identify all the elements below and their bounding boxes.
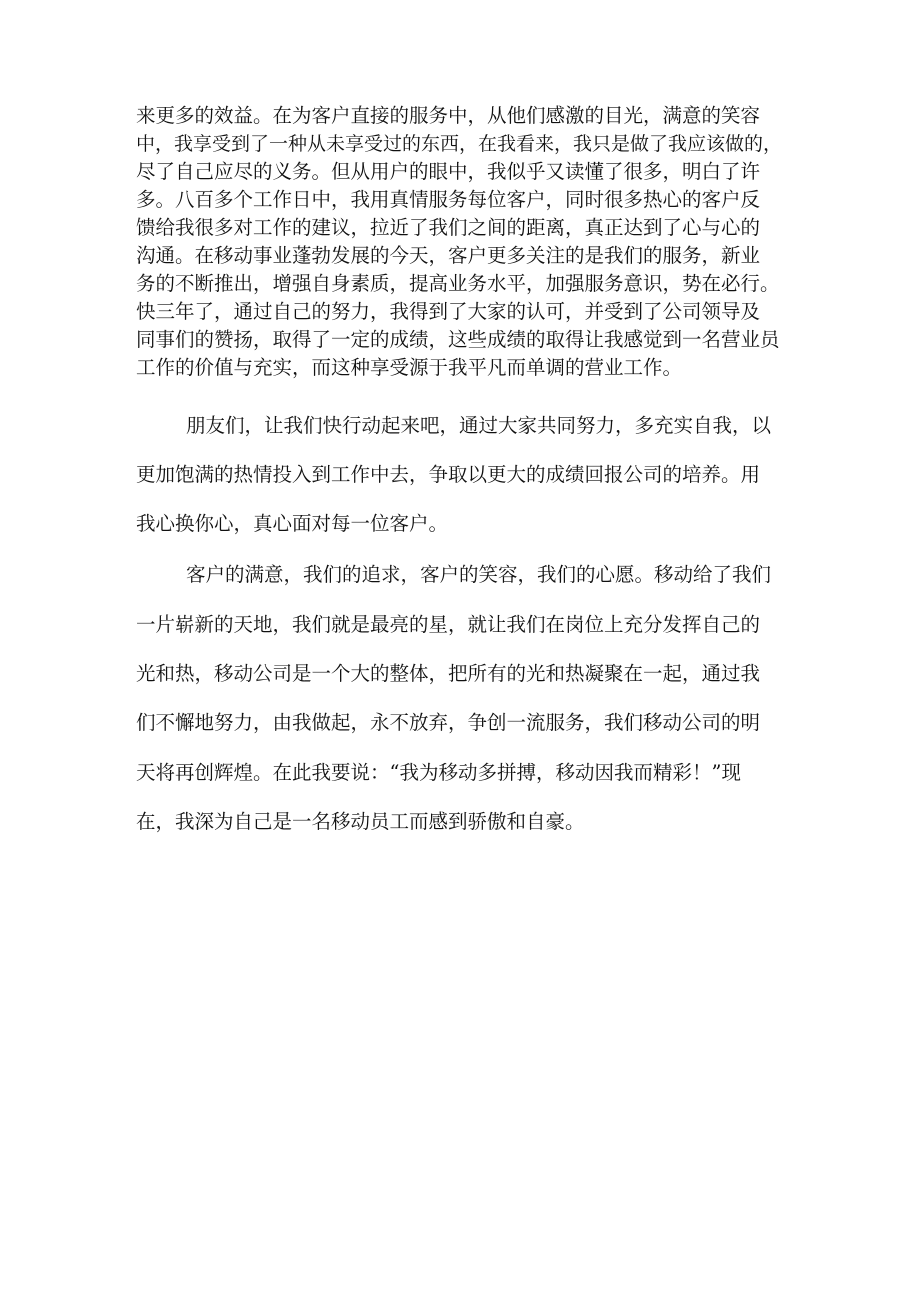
- paragraph-1-line-5: 馈给我很多对工作的建议，拉近了我们之间的距离，真正达到了心与心的: [136, 216, 761, 239]
- paragraph-1-line-10: 工作的价值与充实，而这种享受源于我平凡而单调的营业工作。: [136, 356, 683, 379]
- paragraph-2-line-1: 朋友们，让我们快行动起来吧，通过大家共同努力，多充实自我，以: [186, 414, 772, 437]
- paragraph-1-line-4: 多。八百多个工作日中，我用真情服务每位客户，同时很多热心的客户反: [136, 188, 761, 211]
- paragraph-3-line-3: 光和热，移动公司是一个大的整体，把所有的光和热凝聚在一起，通过我: [136, 662, 761, 685]
- paragraph-1-line-3: 尽了自己应尽的义务。但从用户的眼中，我似乎又读懂了很多，明白了许: [136, 160, 761, 183]
- paragraph-1-line-7: 务的不断推出，增强自身素质，提高业务水平，加强服务意识，势在必行。: [136, 272, 780, 295]
- paragraph-3-line-4: 们不懈地努力，由我做起，永不放弃，争创一流服务，我们移动公司的明: [136, 711, 761, 734]
- paragraph-1-line-8: 快三年了，通过自己的努力，我得到了大家的认可，并受到了公司领导及: [136, 300, 761, 323]
- paragraph-1-line-2: 中，我享受到了一种从未享受过的东西，在我看来，我只是做了我应该做的，: [136, 133, 783, 155]
- paragraph-3-line-2: 一片崭新的天地，我们就是最亮的星，就让我们在岗位上充分发挥自己的: [136, 613, 761, 636]
- paragraph-1-line-1: 来更多的效益。在为客户直接的服务中，从他们感激的目光，满意的笑容: [136, 104, 761, 127]
- paragraph-3-line-5: 天将再创辉煌。在此我要说：“我为移动多拼搏，移动因我而精彩！”现: [136, 761, 741, 784]
- paragraph-2-line-2: 更加饱满的热情投入到工作中去，争取以更大的成绩回报公司的培养。用: [136, 463, 761, 486]
- paragraph-2-line-3: 我心换你心，真心面对每一位客户。: [136, 512, 449, 535]
- paragraph-1-line-9: 同事们的赞扬，取得了一定的成绩，这些成绩的取得让我感觉到一名营业员: [136, 328, 780, 351]
- paragraph-3-line-6: 在，我深为自己是一名移动员工而感到骄傲和自豪。: [136, 810, 585, 833]
- paragraph-3-line-1: 客户的满意，我们的追求，客户的笑容，我们的心愿。移动给了我们: [186, 563, 772, 586]
- paragraph-1-line-6: 沟通。在移动事业蓬勃发展的今天，客户更多关注的是我们的服务，新业: [136, 244, 761, 267]
